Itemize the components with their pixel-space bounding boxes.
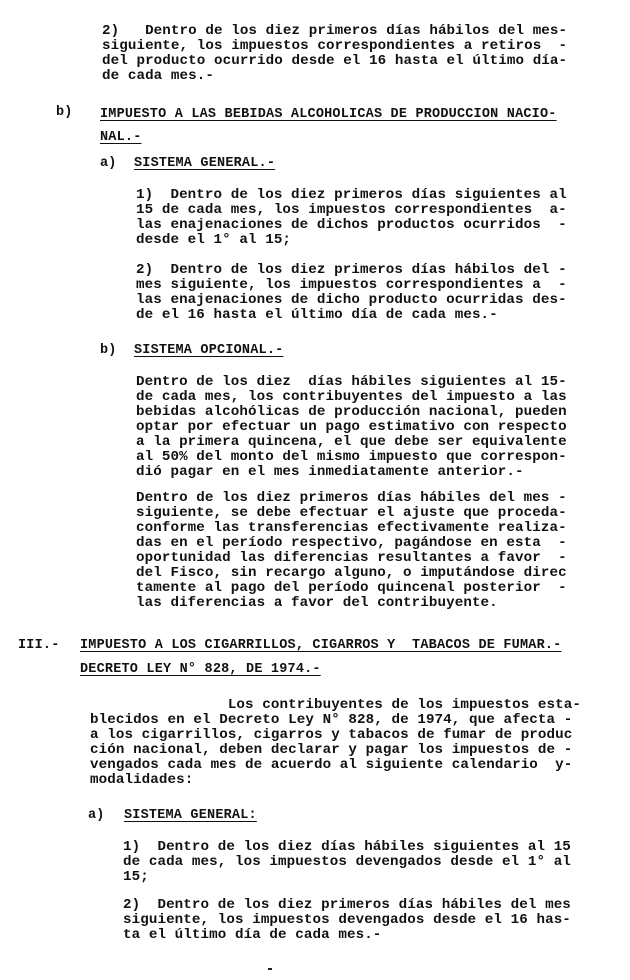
text-line: oportunidad las diferencias resultantes a favor -	[136, 550, 567, 566]
text-line: de cada mes, los impuestos devengados desde el 1° al	[123, 854, 571, 870]
text-line: ta el último día de cada mes.-	[123, 927, 382, 943]
text-line: 15 de cada mes, los impuestos correspondientes a-	[136, 202, 567, 218]
text-line: de el 16 hasta el último día de cada mes.-	[136, 307, 498, 323]
section-title-continued: NAL.-	[100, 130, 142, 145]
text-line: Dentro de los diez primeros días hábiles del mes -	[136, 490, 567, 506]
text-line: blecidos en el Decreto Ley N° 828, de 1974, que afecta -	[90, 712, 573, 728]
text-line: desde el 1° al 15;	[136, 232, 292, 248]
text-line: das en el período respectivo, pagándose en esta -	[136, 535, 567, 551]
section-marker: b)	[56, 105, 73, 120]
subsection-title: SISTEMA GENERAL.-	[134, 156, 276, 171]
subsection-marker: a)	[88, 808, 105, 823]
text-line: Dentro de los diez días hábiles siguientes al 15-	[136, 374, 567, 390]
text-line: ción nacional, deben declarar y pagar los impuestos de -	[90, 742, 573, 758]
text-line: bebidas alcohólicas de producción nacional, pueden	[136, 404, 567, 420]
text-line: las diferencias a favor del contribuyente.	[136, 595, 498, 611]
text-line: dió pagar en el mes inmediatamente anterior.-	[136, 464, 524, 480]
subsection-marker: a)	[100, 156, 117, 171]
section-title: IMPUESTO A LAS BEBIDAS ALCOHOLICAS DE PRODUCCION NACIO-	[100, 107, 557, 122]
text-line: 2) Dentro de los diez primeros días hábilos del -	[136, 262, 567, 278]
text-line: de cada mes.-	[102, 68, 214, 84]
text-line: mes siguiente, los impuestos correspondientes a -	[136, 277, 567, 293]
text-line: las enajenaciones de dichos productos ocurridos -	[136, 217, 567, 233]
subsection-title: SISTEMA GENERAL:	[124, 808, 257, 823]
text-line: tamente al pago del período quincenal posterior -	[136, 580, 567, 596]
text-line: optar por efectuar un pago estimativo con respecto	[136, 419, 567, 435]
subsection-title: SISTEMA OPCIONAL.-	[134, 343, 284, 358]
text-line: vengados cada mes de acuerdo al siguiente calendario y-	[90, 757, 573, 773]
text-line: del Fisco, sin recargo alguno, o imputándose direc	[136, 565, 567, 581]
text-line: de cada mes, los contribuyentes del impuesto a las	[136, 389, 567, 405]
text-line: 2) Dentro de los diez primeros días hábiles del mes	[123, 897, 571, 913]
section-title-continued: DECRETO LEY N° 828, DE 1974.-	[80, 662, 321, 677]
text-line: siguiente, los impuestos devengados desde el 16 has-	[123, 912, 571, 928]
section-title: IMPUESTO A LOS CIGARRILLOS, CIGARROS Y TABACOS DE FUMAR.-	[80, 638, 562, 653]
text-line: 1) Dentro de los diez días hábiles siguientes al 15	[123, 839, 571, 855]
text-line: siguiente, se debe efectuar el ajuste que proceda-	[136, 505, 567, 521]
text-line: Los contribuyentes de los impuestos esta-	[90, 697, 581, 713]
text-line: al 50% del monto del mismo impuesto que correspon-	[136, 449, 567, 465]
section-marker: III.-	[18, 638, 60, 653]
text-line: a la primera quincena, el que debe ser equivalente	[136, 434, 567, 450]
text-line: a los cigarrillos, cigarros y tabacos de fumar de produc	[90, 727, 573, 743]
text-line: siguiente, los impuestos correspondientes a retiros -	[102, 38, 568, 54]
text-line: 1) Dentro de los diez primeros días siguientes al	[136, 187, 567, 203]
text-line: modalidades:	[90, 772, 194, 788]
scan-speck	[268, 968, 272, 970]
text-line: las enajenaciones de dicho producto ocurridas des-	[136, 292, 567, 308]
text-line: conforme las transferencias efectivamente realiza-	[136, 520, 567, 536]
text-line: 2) Dentro de los diez primeros días hábilos del mes-	[102, 23, 568, 39]
text-line: 15;	[123, 869, 149, 885]
subsection-marker: b)	[100, 343, 117, 358]
text-line: del producto ocurrido desde el 16 hasta el último día-	[102, 53, 568, 69]
